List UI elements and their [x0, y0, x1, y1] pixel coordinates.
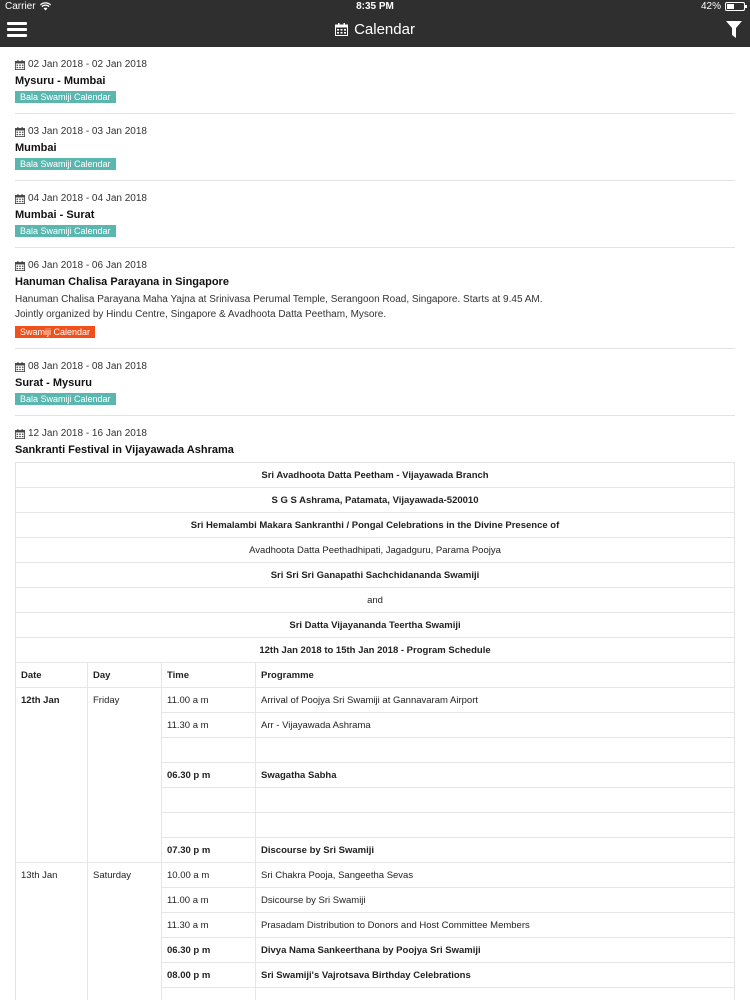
schedule-day: Saturday: [88, 863, 162, 1000]
event-item[interactable]: [15, 181, 735, 248]
event-title: Surat - Mysuru: [15, 377, 93, 389]
calendar-tag[interactable]: Bala Swamiji Calendar: [15, 91, 116, 103]
schedule-programme: Prasadam Distribution to Donors and Host Committee Members: [256, 913, 735, 938]
schedule-header-row: Sri Avadhoota Datta Peetham - Vijayawada Branch: [16, 463, 735, 488]
event-title: Mumbai: [15, 142, 57, 154]
schedule-programme: [256, 738, 735, 763]
calendar-icon: [15, 261, 25, 271]
event-title: Hanuman Chalisa Parayana in Singapore: [15, 276, 229, 288]
schedule-programme: Sri Chakra Pooja, Sangeetha Sevas: [256, 863, 735, 888]
filter-icon[interactable]: [726, 21, 742, 39]
calendar-icon: [335, 23, 348, 36]
calendar-icon: [15, 60, 25, 70]
event-item[interactable]: [15, 248, 735, 349]
column-header-programme: Programme: [256, 663, 735, 688]
status-right: [701, 1, 745, 12]
battery-percent: 42%: [700, 1, 721, 12]
battery-icon: [725, 2, 745, 11]
schedule-time: 11.00 a m: [162, 688, 256, 713]
schedule-time: 07.30 p m: [162, 838, 256, 863]
calendar-icon: [15, 429, 25, 439]
event-date-text: 04 Jan 2018 - 04 Jan 2018: [28, 193, 147, 204]
event-date: [15, 126, 735, 137]
event-date: [15, 260, 735, 271]
event-date: [15, 193, 735, 204]
column-header-date: Date: [16, 663, 88, 688]
schedule-time: 11.00 a m: [162, 888, 256, 913]
status-bar: [0, 0, 750, 14]
status-time: 8:35 PM: [356, 1, 394, 12]
event-date: [15, 428, 735, 439]
schedule-time: 11.30 a m: [162, 713, 256, 738]
event-date-text: 02 Jan 2018 - 02 Jan 2018: [28, 59, 147, 70]
schedule-programme: [256, 813, 735, 838]
event-date-text: 06 Jan 2018 - 06 Jan 2018: [28, 260, 147, 271]
schedule-time: 06.30 p m: [162, 763, 256, 788]
schedule-time: 08.00 p m: [162, 963, 256, 988]
schedule-header-row: 12th Jan 2018 to 15th Jan 2018 - Program Schedule: [16, 638, 735, 663]
event-description: [15, 292, 735, 322]
schedule-programme: Arr - Vijayawada Ashrama: [256, 713, 735, 738]
event-item[interactable]: [15, 47, 735, 114]
table-row: [16, 863, 735, 888]
schedule-time: 10.00 a m: [162, 863, 256, 888]
nav-title: [0, 21, 750, 38]
nav-bar: [0, 14, 750, 47]
event-item[interactable]: [15, 416, 735, 1000]
event-title: Mysuru - Mumbai: [15, 75, 106, 87]
page-title: Calendar: [354, 21, 415, 38]
schedule-time: [162, 788, 256, 813]
event-item[interactable]: [15, 114, 735, 181]
schedule-date: 12th Jan: [16, 688, 88, 863]
schedule-programme: Discourse by Sri Swamiji: [256, 838, 735, 863]
schedule-date: 13th Jan: [16, 863, 88, 1000]
calendar-icon: [15, 362, 25, 372]
event-description-line: Hanuman Chalisa Parayana Maha Yajna at Srinivasa Perumal Temple, Serangoon Road, Singapore. Starts at 9.45 AM.: [15, 294, 543, 305]
schedule-time: [162, 738, 256, 763]
event-description-line: Jointly organized by Hindu Centre, Singapore & Avadhoota Datta Peetham, Mysore.: [15, 309, 387, 320]
schedule-header-row: Sri Hemalambi Makara Sankranthi / Pongal Celebrations in the Divine Presence of: [16, 513, 735, 538]
event-date-text: 03 Jan 2018 - 03 Jan 2018: [28, 126, 147, 137]
schedule-programme: Swagatha Sabha: [256, 763, 735, 788]
schedule-column-headers: [16, 663, 735, 688]
event-date: [15, 59, 735, 70]
schedule-programme: Divya Nama Sankeerthana by Poojya Sri Swamiji: [256, 938, 735, 963]
calendar-icon: [15, 194, 25, 204]
calendar-tag[interactable]: Bala Swamiji Calendar: [15, 225, 116, 237]
event-date: [15, 361, 735, 372]
event-title: Sankranti Festival in Vijayawada Ashrama: [15, 444, 234, 456]
calendar-tag[interactable]: Bala Swamiji Calendar: [15, 158, 116, 170]
event-list: [0, 47, 750, 1000]
column-header-time: Time: [162, 663, 256, 688]
schedule-day: Friday: [88, 688, 162, 863]
schedule-header-row: S G S Ashrama, Patamata, Vijayawada-520010: [16, 488, 735, 513]
schedule-header-row: Sri Datta Vijayananda Teertha Swamiji: [16, 613, 735, 638]
calendar-icon: [15, 127, 25, 137]
schedule-time: [162, 813, 256, 838]
schedule-time: 06.30 p m: [162, 938, 256, 963]
calendar-tag[interactable]: Bala Swamiji Calendar: [15, 393, 116, 405]
schedule-time: 11.30 a m: [162, 913, 256, 938]
event-date-text: 12 Jan 2018 - 16 Jan 2018: [28, 428, 147, 439]
column-header-day: Day: [88, 663, 162, 688]
schedule-programme: Sri Swamiji's Vajrotsava Birthday Celebrations: [256, 963, 735, 988]
schedule-table: [15, 462, 735, 1000]
schedule-programme: Dsicourse by Sri Swamiji: [256, 888, 735, 913]
table-row: [16, 688, 735, 713]
schedule-header-row: Avadhoota Datta Peethadhipati, Jagadguru, Parama Poojya: [16, 538, 735, 563]
carrier-label: Carrier: [5, 1, 36, 12]
calendar-tag[interactable]: Swamiji Calendar: [15, 326, 95, 338]
event-item[interactable]: [15, 349, 735, 416]
event-date-text: 08 Jan 2018 - 08 Jan 2018: [28, 361, 147, 372]
schedule-programme: [256, 788, 735, 813]
schedule-header-row: and: [16, 588, 735, 613]
schedule-header-row: Sri Sri Sri Ganapathi Sachchidananda Swamiji: [16, 563, 735, 588]
event-title: Mumbai - Surat: [15, 209, 95, 221]
schedule-programme: Arrival of Poojya Sri Swamiji at Gannavaram Airport: [256, 688, 735, 713]
